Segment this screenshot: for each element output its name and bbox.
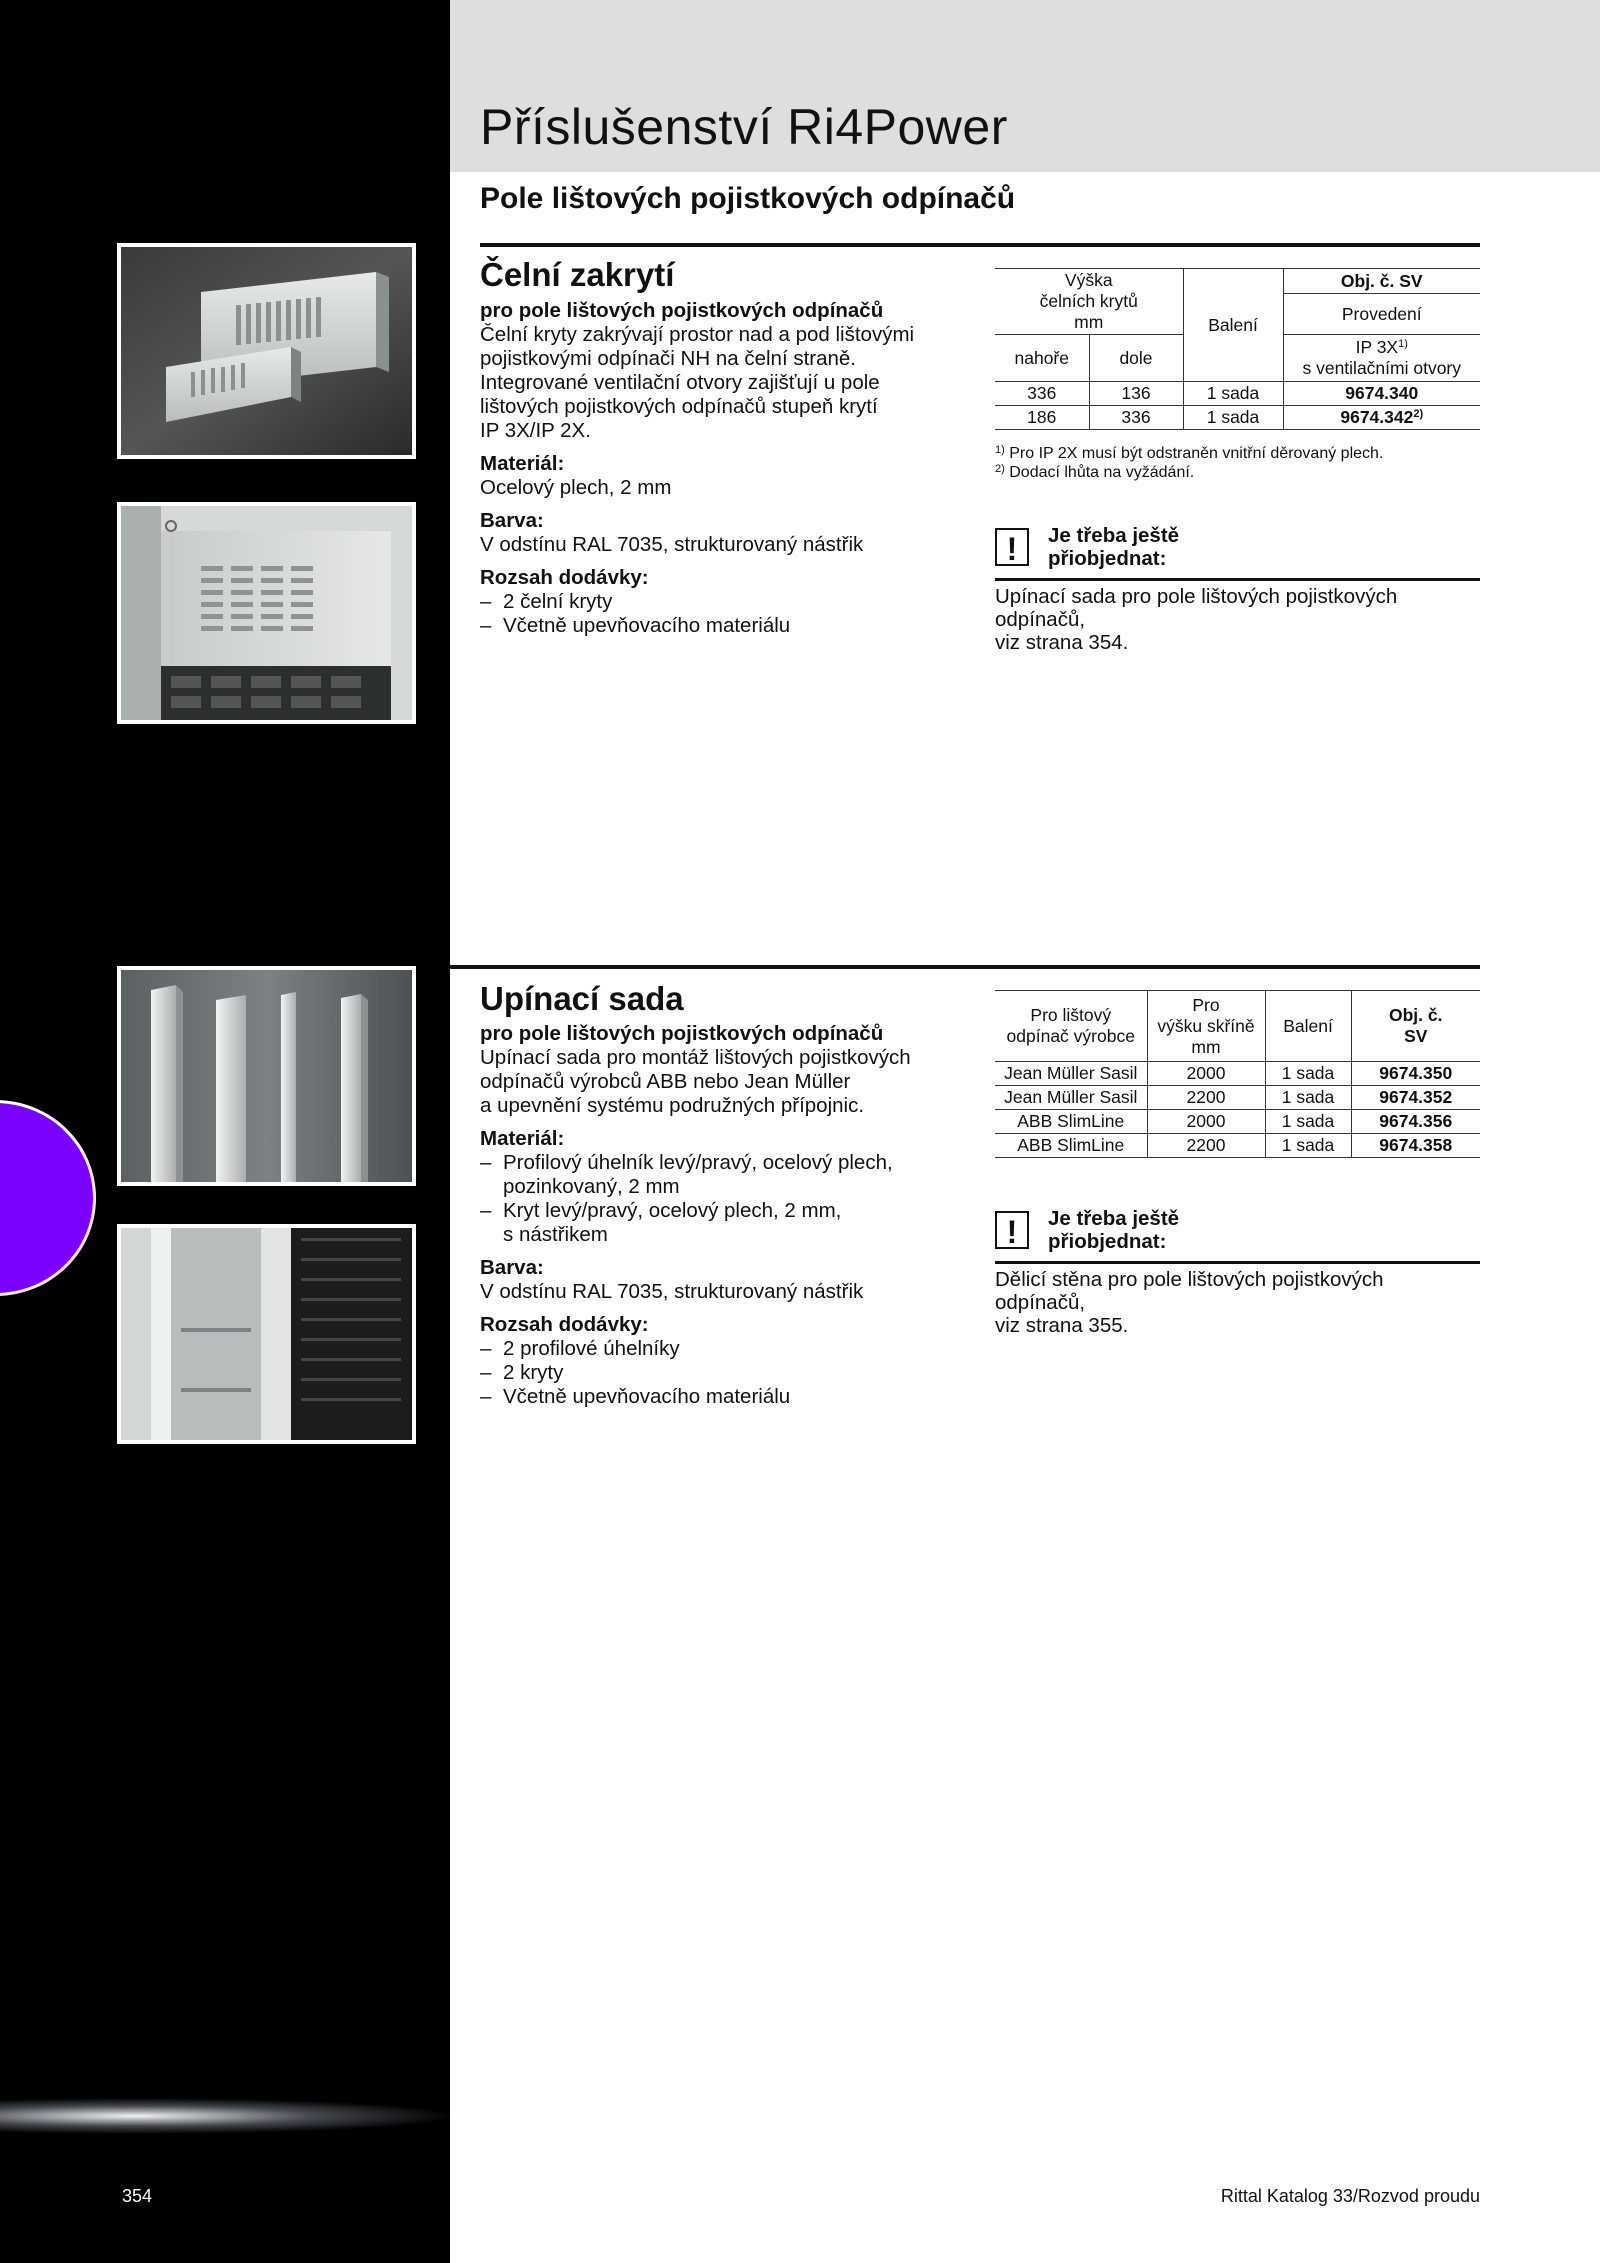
section2-lead: pro pole lištových pojistkových odpínačů [480,1022,884,1045]
scope-label: Rozsah dodávky: [480,566,649,589]
light-streak [0,2050,450,2170]
note-line: odpínačů, [995,608,1086,631]
note-line: Dělicí stěna pro pole lištových pojistkových [995,1268,1384,1291]
order-also-note-1 [995,522,1480,654]
th-version: Provedení [1283,294,1480,335]
footnote: $^{1)}$ Pro IP 2X musí být odstraněn vnitřní děrovaný plech. [995,444,1384,462]
color-value: V odstínu RAL 7035, strukturovaný nástřik [480,1280,864,1303]
section1-desc-line: Čelní kryty zakrývají prostor nad a pod lištovými [480,323,915,346]
scope-item: – 2 kryty [480,1361,980,1385]
th-cabinet-height: Pro výšku skříně mm [1147,991,1265,1062]
footnotes [995,444,1383,482]
note-line: odpínačů, [995,1291,1086,1314]
section2-desc-line: a upevnění systému podružných přípojnic. [480,1094,865,1117]
divider-section2 [450,965,1480,969]
scope-label: Rozsah dodávky: [480,1313,649,1336]
scope-item: – Včetně upevňovacího materiálu [480,1385,980,1409]
exclamation-icon: ! [995,1211,1029,1249]
scope-list [480,1337,980,1409]
exclamation-icon: ! [995,528,1029,566]
section1-desc-line: Integrované ventilační otvory zajišťují u pole [480,371,880,394]
product-photo-installed-rails [117,1224,416,1444]
note-line: Upínací sada pro pole lištových pojistkových [995,585,1398,608]
catalog-footer: Rittal Katalog 33/Rozvod proudu [1220,2186,1480,2206]
page-number: 354 [122,2186,153,2206]
table-row: Jean Müller Sasil 2000 1 sada 9674.350 [995,1062,1480,1086]
section2-desc-line: Upínací sada pro montáž lištových pojistkových [480,1046,911,1069]
scope-item: – Včetně upevňovacího materiálu [480,614,980,638]
footnote: $^{2)}$ Dodací lhůta na vyžádání. [995,463,1195,481]
section1-lead: pro pole lištových pojistkových odpínačů [480,299,884,322]
th-pack: Balení [1265,991,1351,1062]
section1-desc-line: IP 3X/IP 2X. [480,419,591,442]
color-label: Barva: [480,1256,544,1279]
scope-list [480,590,980,638]
table-row: ABB SlimLine 2000 1 sada 9674.356 [995,1110,1480,1134]
th-height: Výška čelních krytů mm [995,269,1183,335]
scope-item: – 2 čelní kryty [480,590,980,614]
section2-title: Upínací sada [480,980,684,1017]
note-line: viz strana 354. [995,631,1129,654]
color-label: Barva: [480,509,544,532]
section1-desc-line: lištových pojistkových odpínačů stupeň krytí [480,395,878,418]
section2-desc-line: odpínačů výrobců ABB nebo Jean Müller [480,1070,851,1093]
th-bottom: dole [1089,335,1183,382]
page-title: Příslušenství Ri4Power [480,99,1008,155]
note-heading: Je třeba ještě [1048,524,1180,547]
table-row: Jean Müller Sasil 2200 1 sada 9674.352 [995,1086,1480,1110]
table-row: 336 136 1 sada 9674.340 [995,382,1480,406]
product-photo-front-covers [117,243,416,459]
order-also-note-2 [995,1205,1480,1337]
page-subtitle: Pole lištových pojistkových odpínačů [480,182,1016,215]
note-line: viz strana 355. [995,1314,1129,1337]
th-order: Obj. č. SV [1351,991,1480,1062]
section1-title: Čelní zakrytí [480,256,675,293]
scope-item: – 2 profilové úhelníky [480,1337,980,1361]
section1-order-table [995,268,1480,430]
section2-text [480,1022,980,1409]
note-heading: přiobjednat: [1048,547,1167,570]
product-photo-installed-cover [117,502,416,724]
th-maker: Pro lištový odpínač výrobce [995,991,1147,1062]
material-value: Ocelový plech, 2 mm [480,476,672,499]
divider-top [480,243,1480,247]
th-ip: IP $3X^{1)}$ s ventilačními otvory [1283,335,1480,382]
material-item: – Kryt levý/pravý, ocelový plech, 2 mm, s nástřikem [480,1199,980,1247]
note-heading: Je třeba ještě [1048,1207,1180,1230]
color-value: V odstínu RAL 7035, strukturovaný nástřik [480,533,864,556]
material-list [480,1151,980,1247]
section1-desc-line: pojistkovými odpínači NH na čelní straně. [480,347,857,370]
table-row: ABB SlimLine 2200 1 sada 9674.358 [995,1134,1480,1158]
th-pack: Balení [1183,269,1283,382]
section2-order-table [995,990,1480,1158]
material-label: Materiál: [480,452,565,475]
product-photo-profile-rails [117,966,416,1186]
table-row: 186 336 1 sada 9674.342$^{2)}$ [995,406,1480,430]
material-item: – Profilový úhelník levý/pravý, ocelový plech, pozinkovaný, 2 mm [480,1151,980,1199]
note-heading: přiobjednat: [1048,1230,1167,1253]
section1-text [480,299,980,638]
th-top: nahoře [995,335,1089,382]
material-label: Materiál: [480,1127,565,1150]
th-order: Obj. č. SV [1283,269,1480,294]
